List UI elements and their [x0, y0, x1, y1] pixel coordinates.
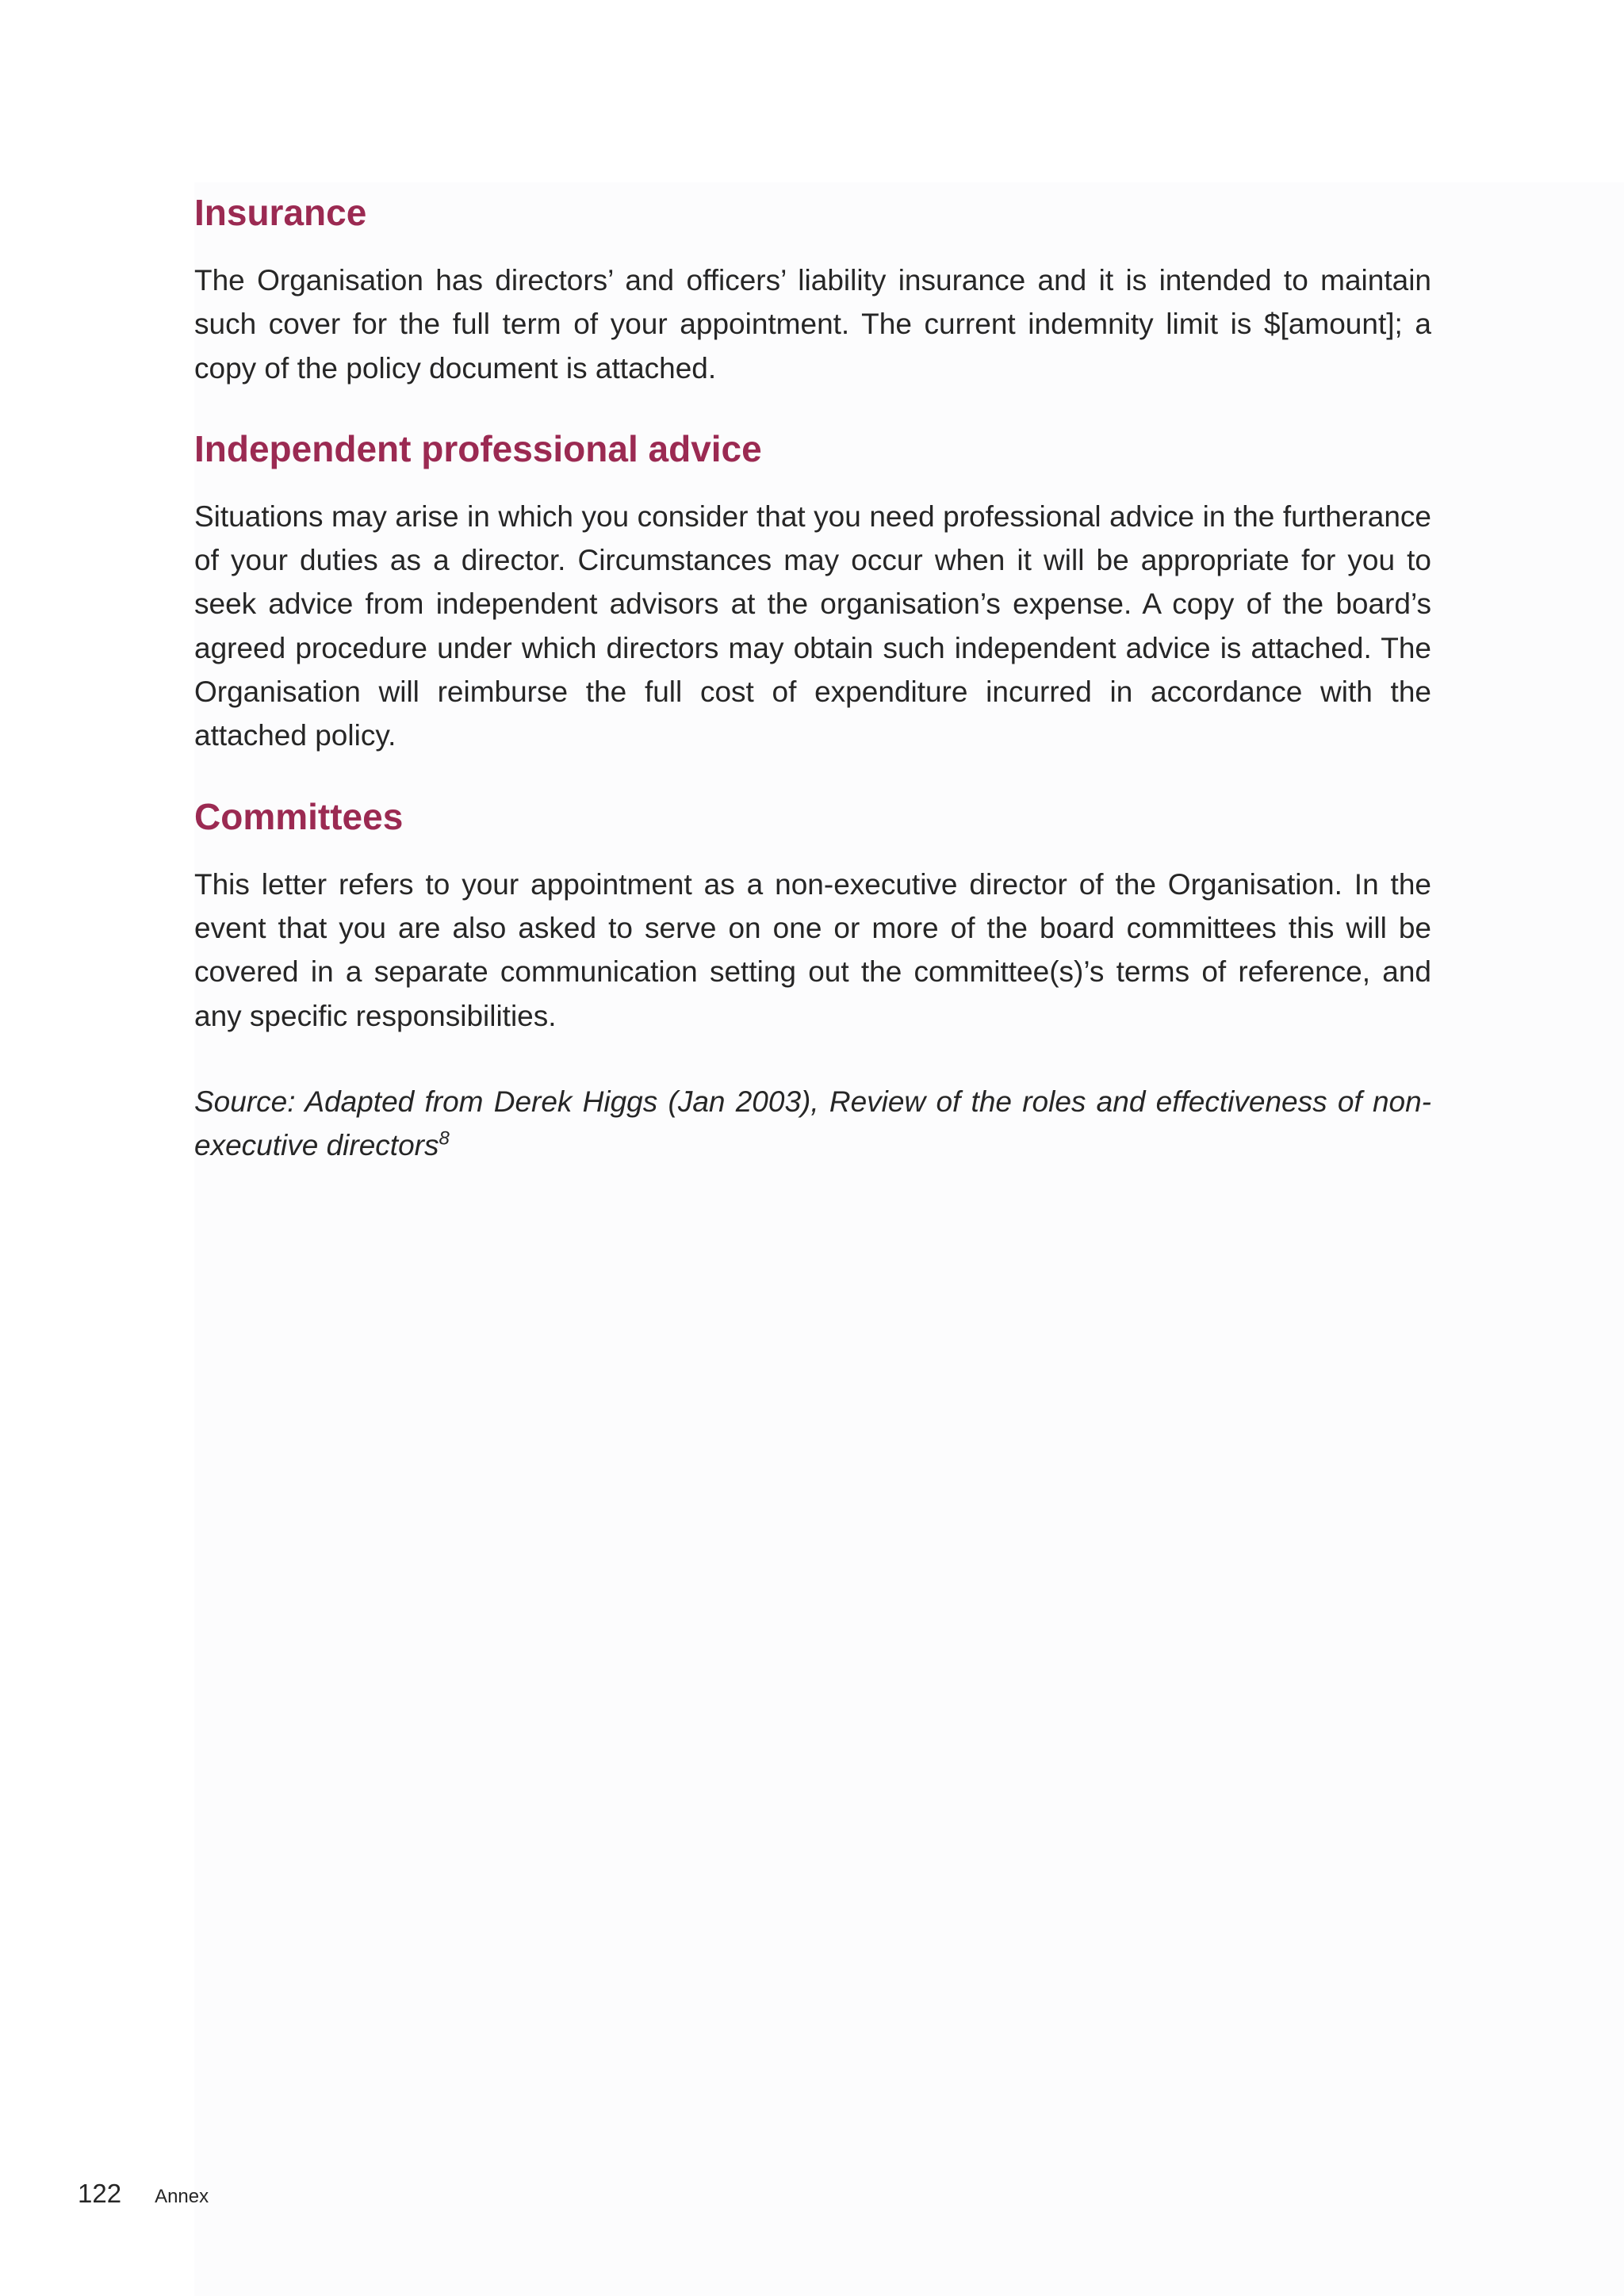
page-number: 122: [78, 2179, 122, 2208]
footer-section-label: Annex: [155, 2186, 209, 2207]
page-footer: [78, 2179, 209, 2209]
footnote-reference[interactable]: 8: [439, 1127, 450, 1150]
heading-insurance: Insurance: [194, 192, 367, 233]
paragraph-insurance: The Organisation has directors’ and officers’ liability insurance and it is intended to maintain such cover for the full term of your appointment. The current indemnity limit is $[amount]; a copy of the policy document is attached.: [194, 264, 1431, 385]
heading-committees: Committees: [194, 795, 404, 837]
paragraph-committees: This letter refers to your appointment as a non-executive director of the Organisation. In the event that you are also asked to serve on one or more of the board committees this will be covered in a separate communication setting out the committee(s)’s terms of reference, and any specific responsibilities.: [194, 867, 1431, 1032]
document-body: [194, 184, 1431, 1167]
paragraph-independent-professional-advice: Situations may arise in which you consider that you need professional advice in the furtherance of your duties as a director. Circumstances may occur when it will be appropriate for you to seek advice from independent advisors at the organisation’s expense. A copy of the board’s agreed procedure under which directors may obtain such independent advice is attached. The Organisation will reimburse the full cost of expenditure incurred in accordance with the attached policy.: [194, 499, 1431, 752]
heading-independent-professional-advice: Independent professional advice: [194, 427, 762, 469]
source-text: Source: Adapted from Derek Higgs (Jan 2003), Review of the roles and effectiveness of non-executive directors: [194, 1085, 1431, 1162]
source-note: [194, 1080, 1431, 1168]
